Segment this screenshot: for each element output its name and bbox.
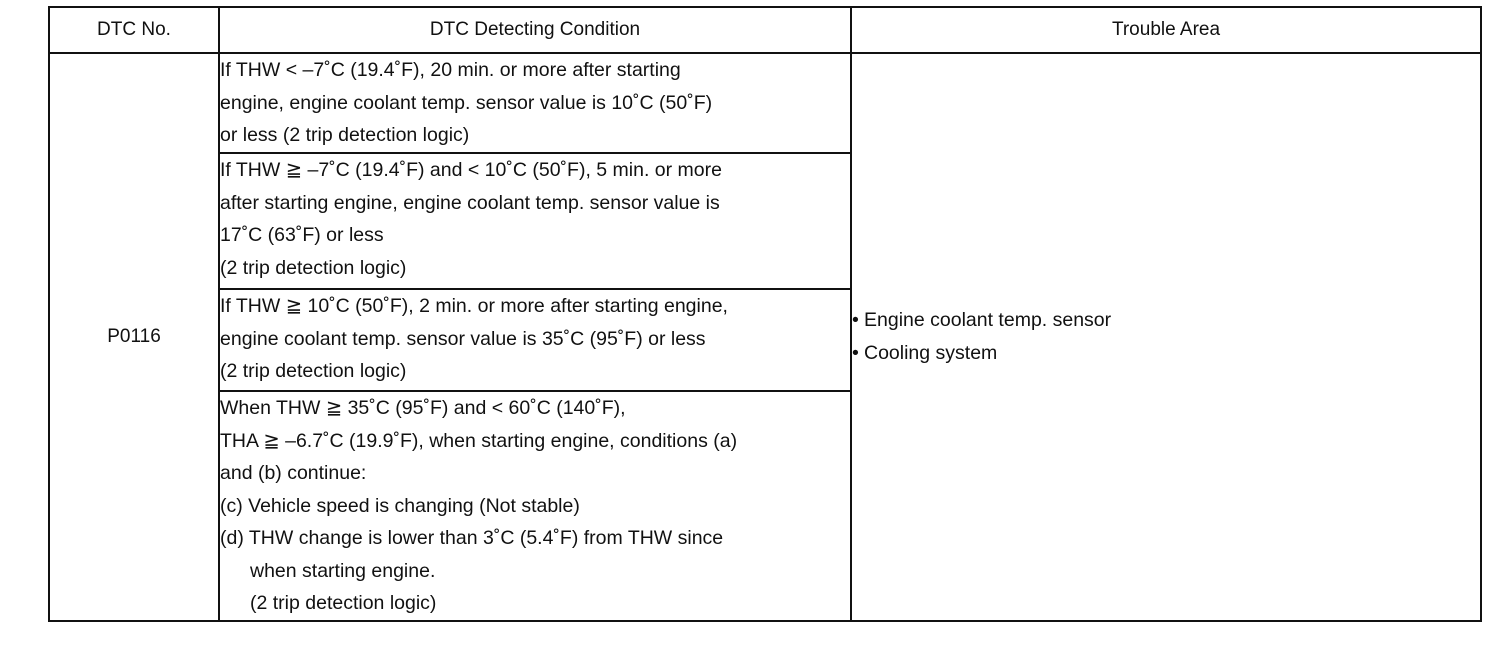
header-trouble-area: Trouble Area xyxy=(851,7,1481,53)
header-dtc-no: DTC No. xyxy=(49,7,219,53)
trouble-area-text: Cooling system xyxy=(864,341,998,364)
condition-line: (2 trip detection logic) xyxy=(250,592,437,614)
condition-cell-1 xyxy=(219,53,851,153)
condition-line: when starting engine. xyxy=(250,559,436,582)
condition-line: or less (2 trip detection logic) xyxy=(220,124,470,146)
condition-line: (2 trip detection logic) xyxy=(220,256,407,279)
table-row xyxy=(49,53,1481,153)
condition-line: If THW ≧ –7˚C (19.4˚F) and < 10˚C (50˚F), 5 min. or more xyxy=(220,159,722,181)
trouble-area-item xyxy=(852,304,1480,337)
condition-line: (c) Vehicle speed is changing (Not stable) xyxy=(220,494,580,517)
condition-line: If THW < –7˚C (19.4˚F), 20 min. or more after starting xyxy=(220,59,681,81)
dtc-number-cell: P0116 xyxy=(49,53,219,621)
condition-line: engine, engine coolant temp. sensor value is 10˚C (50˚F) xyxy=(220,91,713,114)
header-row xyxy=(49,7,1481,53)
condition-line: 17˚C (63˚F) or less xyxy=(220,224,384,246)
dtc-table xyxy=(48,6,1482,622)
header-detecting-condition: DTC Detecting Condition xyxy=(219,7,851,53)
condition-line: When THW ≧ 35˚C (95˚F) and < 60˚C (140˚F), xyxy=(220,397,626,419)
condition-line: THA ≧ –6.7˚C (19.9˚F), when starting engine, conditions (a) xyxy=(220,429,738,452)
trouble-area-cell xyxy=(851,53,1481,621)
bullet-icon: • xyxy=(852,309,859,332)
condition-line: after starting engine, engine coolant temp. sensor value is xyxy=(220,191,720,214)
condition-line: and (b) continue: xyxy=(220,462,367,484)
condition-line: (d) THW change is lower than 3˚C (5.4˚F) from THW since xyxy=(220,527,724,549)
condition-cell-2 xyxy=(219,153,851,289)
condition-cell-3 xyxy=(219,289,851,391)
condition-line: (2 trip detection logic) xyxy=(220,360,407,382)
bullet-icon: • xyxy=(852,341,859,364)
trouble-area-item xyxy=(852,337,1480,370)
condition-line: engine coolant temp. sensor value is 35˚C (95˚F) or less xyxy=(220,327,706,350)
condition-cell-4 xyxy=(219,391,851,621)
condition-line: If THW ≧ 10˚C (50˚F), 2 min. or more after starting engine, xyxy=(220,295,728,317)
trouble-area-text: Engine coolant temp. sensor xyxy=(864,309,1112,332)
